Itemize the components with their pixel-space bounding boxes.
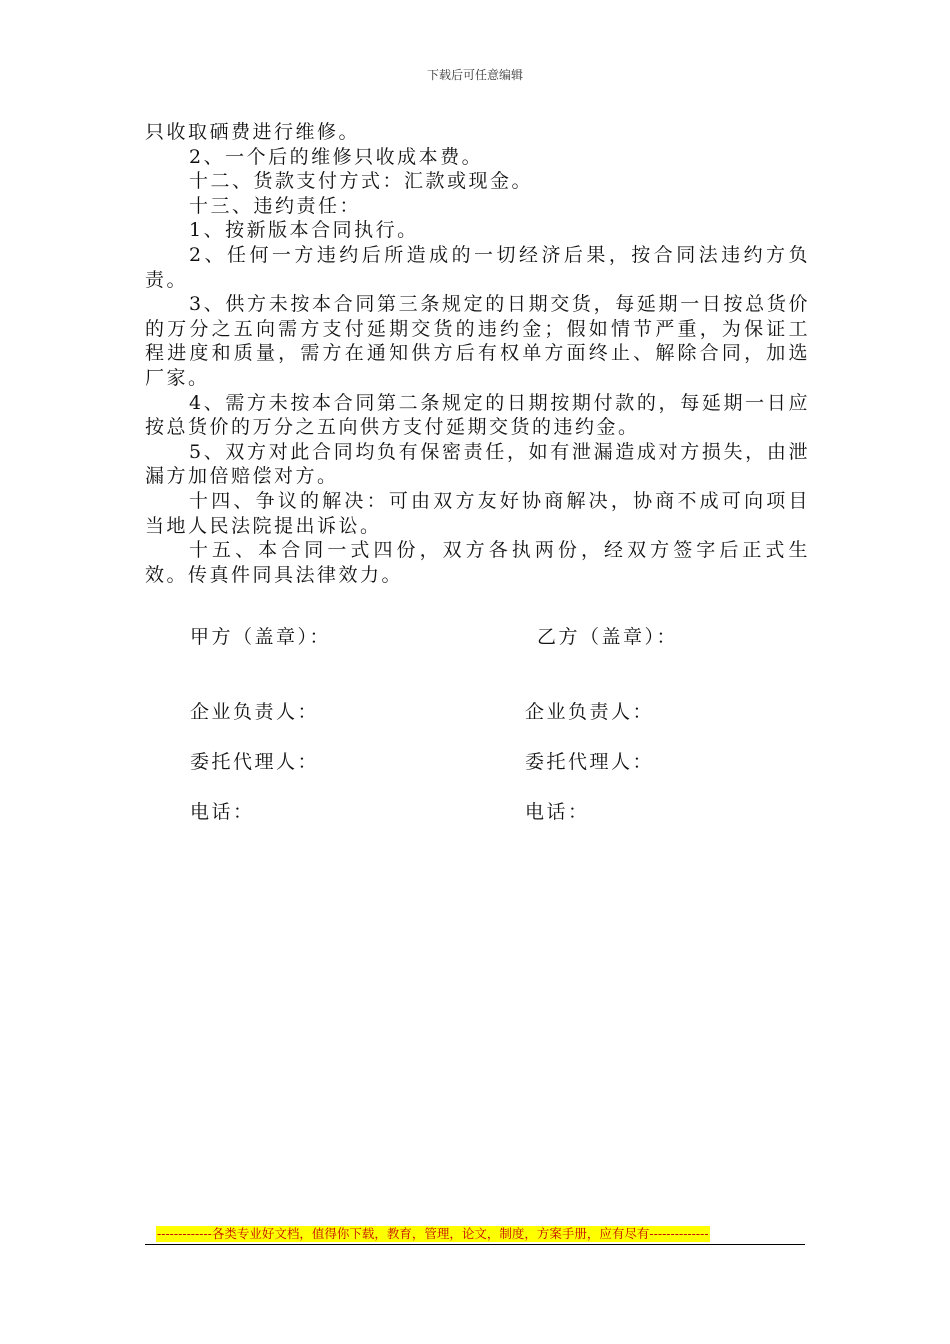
party-a-leader: 企业负责人： xyxy=(190,701,320,723)
footer-banner: -------------各类专业好文档，值得你下载，教育，管理，论文，制度，方案手册，应有尽有-------------- xyxy=(157,1226,709,1241)
paragraph: 只收取硒费进行维修。 xyxy=(145,121,361,143)
contract-body xyxy=(145,120,810,587)
paragraph: 十五、本合同一式四份，双方各执两份，经双方签字后正式生效。传真件同具法律效力。 xyxy=(145,539,810,586)
party-a-phone: 电话： xyxy=(190,801,255,823)
paragraph: 3、供方未按本合同第三条规定的日期交货，每延期一日按总货价的万分之五向需方支付延期交货的违约金；假如情节严重，为保证工程进度和质量，需方在通知供方后有权单方面终止、解除合同，加选厂家。 xyxy=(145,293,810,389)
party-a-seal: 甲方（盖章）： xyxy=(190,626,332,648)
paragraph: 2、一个后的维修只收成本费。 xyxy=(189,145,484,168)
party-b-seal: 乙方（盖章）： xyxy=(537,626,679,648)
party-b-phone: 电话： xyxy=(525,801,590,823)
paragraph: 十二、货款支付方式：汇款或现金。 xyxy=(189,170,534,193)
party-b-leader: 企业负责人： xyxy=(525,701,655,723)
paragraph: 5、双方对此合同均负有保密责任，如有泄漏造成对方损失，由泄漏方加倍赔偿对方。 xyxy=(145,440,810,488)
paragraph: 十三、违约责任： xyxy=(189,194,362,217)
paragraph: 4、需方未按本合同第二条规定的日期按期付款的，每延期一日应按总货价的万分之五向供方支付延期交货的违约金。 xyxy=(145,391,810,439)
page-header: 下载后可任意编辑 xyxy=(426,68,523,82)
party-b-agent: 委托代理人： xyxy=(525,751,655,773)
paragraph: 2、任何一方违约后所造成的一切经济后果，按合同法违约方负责。 xyxy=(145,243,810,291)
party-a-agent: 委托代理人： xyxy=(190,751,320,773)
paragraph: 1、按新版本合同执行。 xyxy=(189,219,419,242)
footer-divider xyxy=(145,1244,805,1245)
paragraph: 十四、争议的解决：可由双方友好协商解决，协商不成可向项目当地人民法院提出诉讼。 xyxy=(145,489,810,537)
